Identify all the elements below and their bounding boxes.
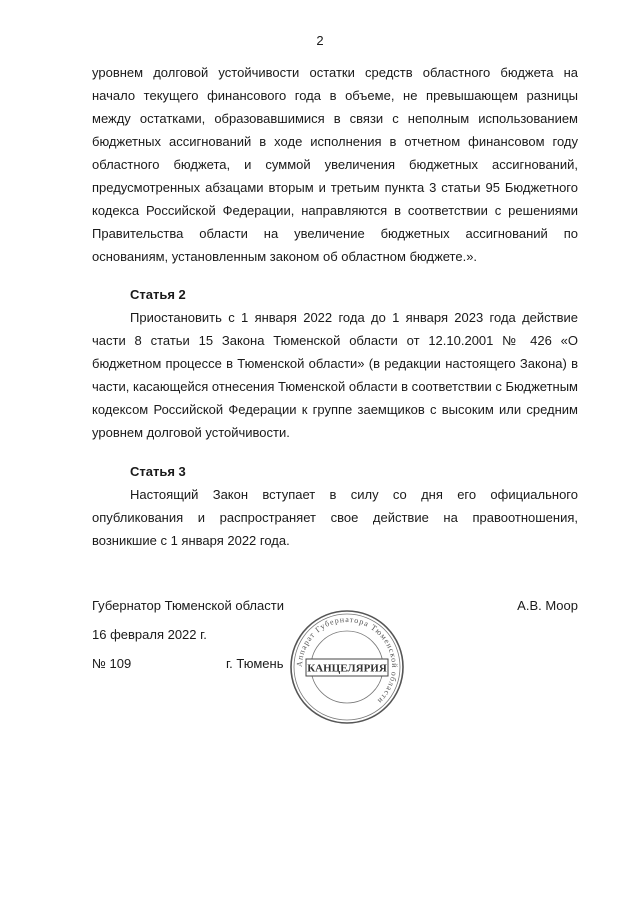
seal-center-text: КАНЦЕЛЯРИЯ	[307, 662, 387, 675]
article-2	[92, 283, 578, 444]
continuation-block	[92, 61, 578, 268]
article-2-heading: Статья 2	[130, 287, 186, 302]
seal-ring-text: Аппарат Губернатора Тюменской области	[294, 614, 400, 706]
article-2-text: Приостановить с 1 января 2022 года до 1 января 2023 года действие части 8 статьи 15 Закона Тюменской области от 12.10.2001 № 426 «О бюджетном процессе в Тюменской области» (в редакции настоящего Закона) в части, касающейся отнесения Тюменской области в соответствии с Бюджетным кодексом Российской Федерации к группе заемщиков с высоким или средним уровнем долговой устойчивости.	[92, 310, 578, 440]
page-number: 2	[316, 33, 324, 48]
governor-title: Губернатор Тюменской области	[92, 598, 284, 613]
governor-name: А.В. Моор	[517, 598, 578, 613]
continuation-paragraph: уровнем долговой устойчивости остатки средств областного бюджета на начало текущего финансового года в объеме, не превышающем разницы между остатками, образовавшимися в связи с неполным использованием бюджетных ассигнований в ходе исполнения в отчетном финансовом году областного бюджета, и суммой увеличения бюджетных ассигнований, предусмотренных абзацами вторым и третьим пункта 3 статьи 95 Бюджетного кодекса Российской Федерации, направляются в соответствии с решениями Правительства области на увеличение бюджетных ассигнований по основаниям, установленным законом об областном бюджете.».	[92, 65, 578, 264]
article-3	[92, 460, 578, 552]
city: г. Тюмень	[226, 656, 284, 671]
article-3-heading: Статья 3	[130, 464, 186, 479]
article-3-text: Настоящий Закон вступает в силу со дня его официального опубликования и распространяет свое действие на правоотношения, возникшие с 1 января 2022 года.	[92, 487, 578, 548]
signing-date: 16 февраля 2022 г.	[92, 627, 207, 642]
office-seal	[288, 608, 406, 726]
law-number: № 109	[92, 656, 132, 671]
seal-graphic	[288, 608, 406, 726]
